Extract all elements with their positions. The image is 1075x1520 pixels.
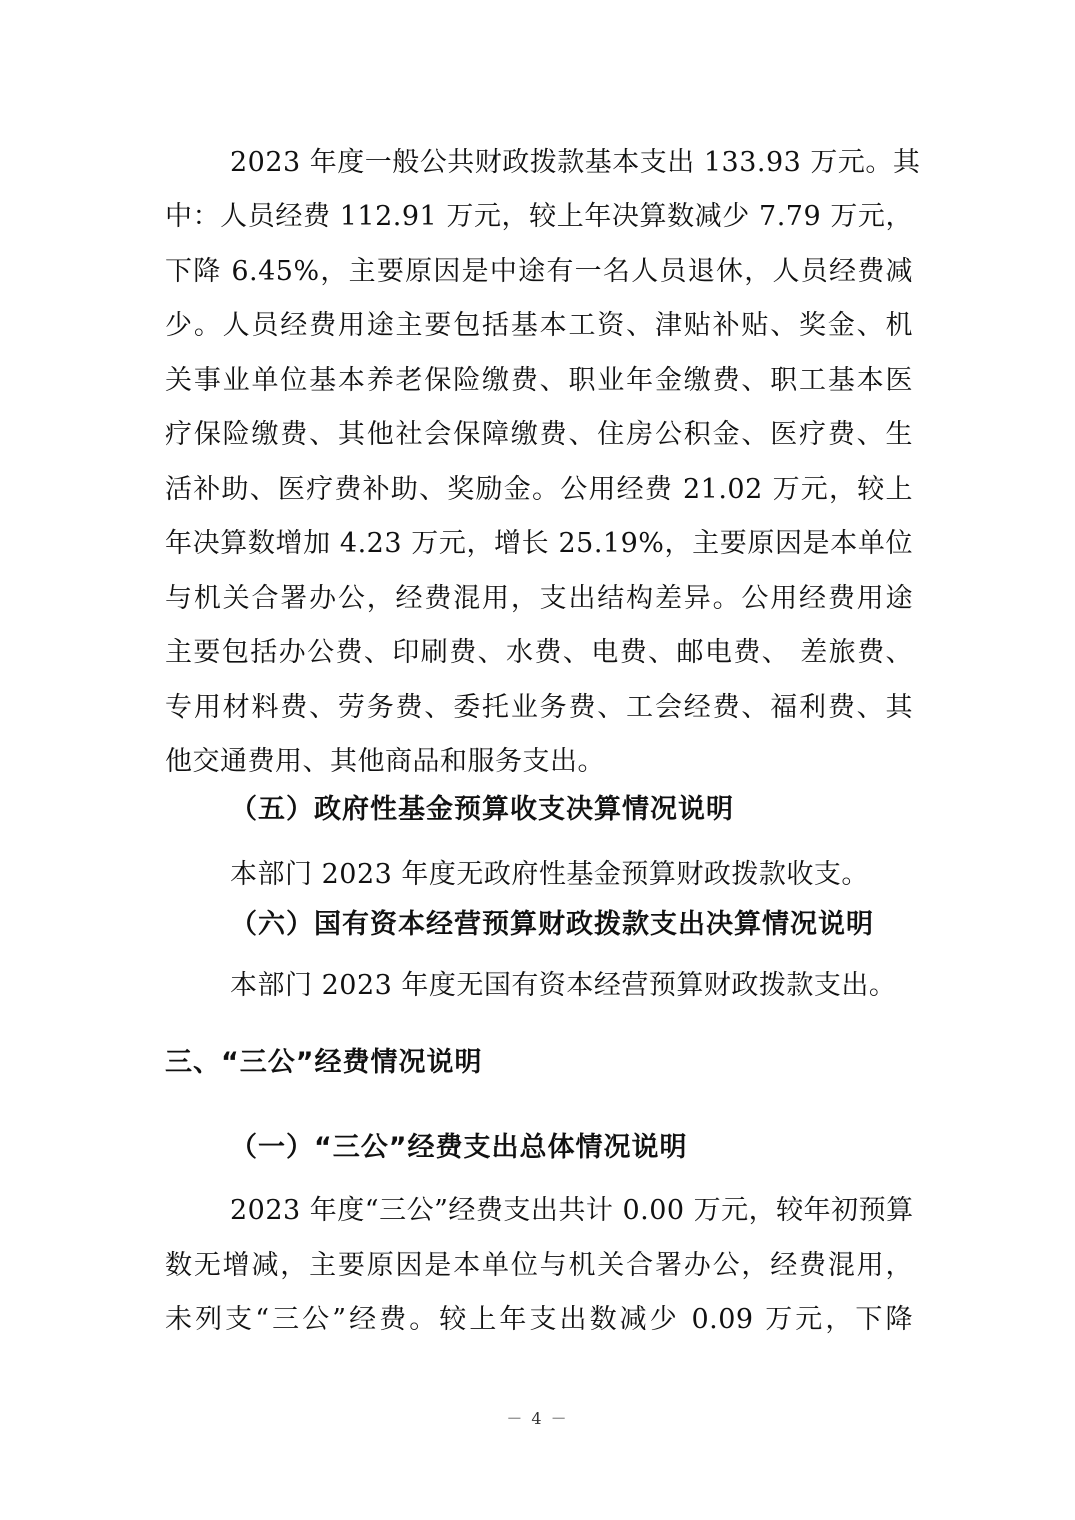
paragraph-line: 2023 年度“三公”经费支出共计 0.00 万元，较年初预算 — [230, 1195, 914, 1226]
page-number: － 4 － — [506, 1409, 569, 1428]
section-heading-government-fund: （五）政府性基金预算收支决算情况说明 — [230, 794, 734, 825]
paragraph-line: 专用材料费、劳务费、委托业务费、工会经费、福利费、其 — [165, 692, 913, 723]
paragraph-line: 与机关合署办公，经费混用，支出结构差异。公用经费用途 — [165, 583, 913, 614]
paragraph-line: 年决算数增加 4.23 万元，增长 25.19%，主要原因是本单位 — [165, 528, 913, 559]
paragraph-line: 少。人员经费用途主要包括基本工资、津贴补贴、奖金、机 — [165, 310, 913, 341]
paragraph-line: 下降 6.45%，主要原因是中途有一名人员退休，人员经费减 — [165, 256, 913, 287]
chapter-heading-three-public: 三、“三公”经费情况说明 — [165, 1047, 483, 1078]
paragraph-line: 数无增减，主要原因是本单位与机关合署办公，经费混用， — [165, 1250, 913, 1281]
paragraph-line: 2023 年度一般公共财政拨款基本支出 133.93 万元。其 — [230, 147, 921, 178]
paragraph-line: 疗保险缴费、其他社会保障缴费、住房公积金、医疗费、生 — [165, 419, 913, 450]
section-heading-state-capital: （六）国有资本经营预算财政拨款支出决算情况说明 — [230, 909, 874, 940]
section-text-government-fund: 本部门 2023 年度无政府性基金预算财政拨款收支。 — [230, 859, 869, 890]
paragraph-line: 活补助、医疗费补助、奖励金。公用经费 21.02 万元，较上 — [165, 474, 913, 505]
paragraph-line: 中：人员经费 112.91 万元，较上年决算数减少 7.79 万元， — [165, 201, 913, 232]
section-text-state-capital: 本部门 2023 年度无国有资本经营预算财政拨款支出。 — [230, 970, 897, 1001]
subsection-heading-overall: （一）“三公”经费支出总体情况说明 — [230, 1132, 688, 1163]
paragraph-line: 未列支“三公”经费。较上年支出数减少 0.09 万元，下降 — [165, 1304, 913, 1335]
paragraph-line: 他交通费用、其他商品和服务支出。 — [165, 746, 605, 777]
paragraph-line: 关事业单位基本养老保险缴费、职业年金缴费、职工基本医 — [165, 365, 913, 396]
paragraph-line: 主要包括办公费、印刷费、水费、电费、邮电费、 差旅费、 — [165, 637, 913, 668]
